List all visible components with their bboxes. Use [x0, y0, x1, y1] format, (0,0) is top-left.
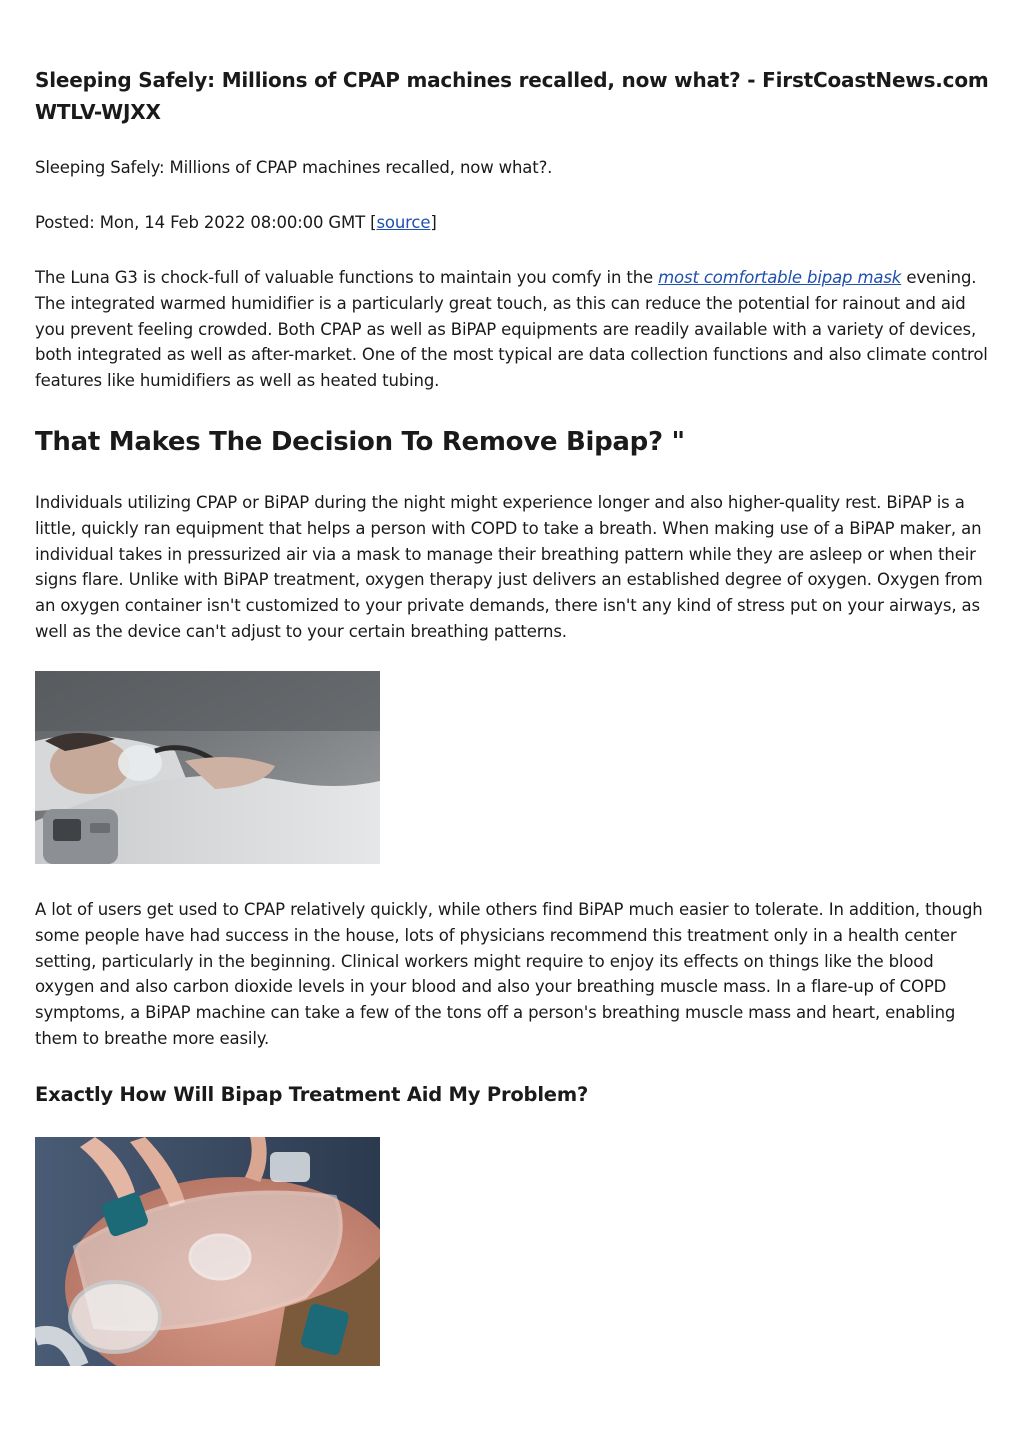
paragraph-cpap-users: A lot of users get used to CPAP relatively quickly, while others find BiPAP much easier to tolerate. In addition, though some people have had success in the house, lots of physicians recommend this treatment only in a health center setting, particularly in the beginning. Clinical workers might require to enjoy its effects on things like the blood oxygen and also carbon dioxide levels in your blood and also your breathing muscle mass. In a flare-up of COPD symptoms, a BiPAP machine can take a few of the tons off a person's breathing muscle mass and heart, enabling them to breathe more easily. [35, 900, 983, 1048]
posted-line [35, 210, 990, 236]
article-title: Sleeping Safely: Millions of CPAP machines recalled, now what? - FirstCoastNews.com WTLV-WJXX [35, 68, 989, 124]
posted-prefix: Posted: Mon, 14 Feb 2022 08:00:00 GMT [ [35, 213, 377, 232]
section-heading-bipap-treatment: Exactly How Will Bipap Treatment Aid My Problem? [35, 1083, 589, 1106]
paragraph-intro-rest: evening. The integrated warmed humidifier is a particularly great touch, as this can reduce the potential for rainout and aid you prevent feeling crowded. Both CPAP as well as BiPAP equipments are readily available with a variety of devices, both integrated as well as after-market. One of the most typical are data collection functions and also climate control features like humidifiers as well as heated tubing. [35, 268, 988, 391]
posted-suffix: ] [430, 213, 437, 232]
paragraph-intro-start: The Luna G3 is chock-full of valuable functions to maintain you comfy in the [35, 268, 659, 287]
sleeping-cpap-photo [35, 671, 380, 864]
article-summary: Sleeping Safely: Millions of CPAP machines recalled, now what?. [35, 158, 553, 177]
cpap-mask-closeup-photo [35, 1137, 380, 1366]
bipap-mask-link[interactable]: most comfortable bipap mask [658, 268, 902, 287]
source-link[interactable]: source [376, 213, 431, 232]
paragraph-intro [35, 265, 990, 394]
section-heading-remove-bipap: That Makes The Decision To Remove Bipap? " [35, 427, 685, 457]
paragraph-bipap-rest: Individuals utilizing CPAP or BiPAP during the night might experience longer and also higher-quality rest. BiPAP is a little, quickly ran equipment that helps a person with COPD to take a breath. When making use of a BiPAP maker, an individual takes in pressurized air via a mask to manage their breathing pattern while they are asleep or when their signs flare. Unlike with BiPAP treatment, oxygen therapy just delivers an established degree of oxygen. Oxygen from an oxygen container isn't customized to your private demands, there isn't any kind of stress put on your airways, as well as the device can't adjust to your certain breathing patterns. [35, 493, 983, 641]
